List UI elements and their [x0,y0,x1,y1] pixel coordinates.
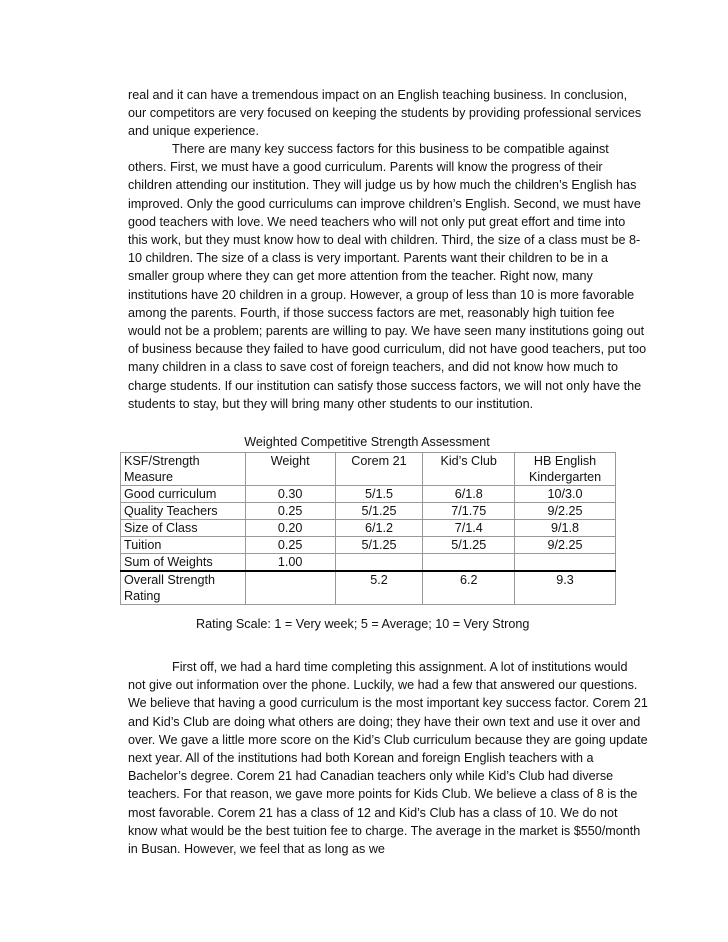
row-kids: 7/1.75 [423,503,515,520]
table-row [121,537,616,554]
header-ksf-line2: Measure [124,470,173,484]
sum-empty-cell [335,554,423,572]
overall-empty-cell [245,571,335,605]
sum-empty-cell [515,554,616,572]
row-kids: 6/1.8 [423,486,515,503]
paragraph-text: First off, we had a hard time completing this assignment. A lot of institutions would not give out information over the phone. Luckily, we had a few that answered our questions. We believe that having a good curriculum is the most important key success factor. Corem 21 and Kid’s Club are doing what others are doing; they have their own text and use it over and over. We gave a little more score on the Kid’s Club curriculum because they are going update next year. All of the institutions had both Korean and foreign English teachers with a Bachelor’s degree. Corem 21 had Canadian teachers only while Kid’s Club had diverse teachers. For that reason, we gave more points for Kids Club. We believe a class of 8 is the most favorable. Corem 21 has a class of 12 and Kid’s Club has a class of 10. We do not know what would be the best tuition fee to charge. The average in the market is $550/month in Busan. However, we feel that as long as we [128,660,648,857]
header-kids: Kid’s Club [423,453,515,486]
row-corem: 5/1.25 [335,503,423,520]
table-row [121,486,616,503]
table-title: Weighted Competitive Strength Assessment [244,435,490,449]
overall-label-line2: Rating [124,589,161,603]
overall-hb: 9.3 [515,571,616,605]
paragraph-assignment-reflection [128,658,648,858]
row-weight: 0.20 [245,520,335,537]
paragraph-key-success-factors [128,140,648,413]
overall-label-line1: Overall Strength [124,573,215,587]
row-corem: 5/1.5 [335,486,423,503]
row-label: Size of Class [121,520,246,537]
table-header-row [121,453,616,486]
row-label: Quality Teachers [121,503,246,520]
header-hb-line1: HB English [533,454,597,468]
table-row [121,520,616,537]
row-hb: 9/1.8 [515,520,616,537]
row-kids: 5/1.25 [423,537,515,554]
paragraph-text: There are many key success factors for this business to be compatible against others. First, we must have a good curriculum. Parents will know the progress of their children attending our institution. They will judge us by how much the children’s English has improved. Only the good curriculums can improve children’s English. Second, we must have good teachers with love. We need teachers who will not only put great effort and time into this work, but they must know how to deal with children. Third, the size of a class must be 8-10 children. The size of a class is very important. Parents want their children to be in a smaller group where they can get more attention from the teacher. Right now, many institutions have 20 children in a group. However, a group of less than 10 is more favorable among the parents. Fourth, if those success factors are met, reasonably high tuition fee would not be a problem; parents are willing to pay. We have seen many institutions going out of business because they failed to have good curriculum, did not have good teachers, put too many children in a class to save cost of foreign teachers, and did not know how much to charge students. If our institution can satisfy those success factors, we will not only have the students to stay, but they will bring many other students to our institution. [128,142,647,411]
header-hb-line2: Kindergarten [528,470,602,484]
row-label: Tuition [121,537,246,554]
row-weight: 0.25 [245,537,335,554]
header-weight: Weight [245,453,335,486]
strength-assessment-table [120,452,616,605]
overall-label [121,571,246,605]
overall-row [121,571,616,605]
row-weight: 0.30 [245,486,335,503]
header-ksf [121,453,246,486]
header-hb [515,453,616,486]
overall-kids: 6.2 [423,571,515,605]
row-hb: 10/3.0 [515,486,616,503]
table-row [121,503,616,520]
row-label: Good curriculum [121,486,246,503]
paragraph-conclusion: real and it can have a tremendous impact on an English teaching business. In conclusion, our competitors are very focused on keeping the students by providing professional services and unique experience. [128,88,642,139]
row-weight: 0.25 [245,503,335,520]
sum-empty-cell [423,554,515,572]
row-corem: 5/1.25 [335,537,423,554]
sum-label: Sum of Weights [121,554,246,572]
row-kids: 7/1.4 [423,520,515,537]
rating-scale-note: Rating Scale: 1 = Very week; 5 = Average; 10 = Very Strong [196,617,530,631]
row-hb: 9/2.25 [515,537,616,554]
overall-corem: 5.2 [335,571,423,605]
header-ksf-line1: KSF/Strength [124,454,200,468]
sum-weight: 1.00 [245,554,335,572]
header-corem: Corem 21 [335,453,423,486]
row-corem: 6/1.2 [335,520,423,537]
sum-row [121,554,616,572]
row-hb: 9/2.25 [515,503,616,520]
